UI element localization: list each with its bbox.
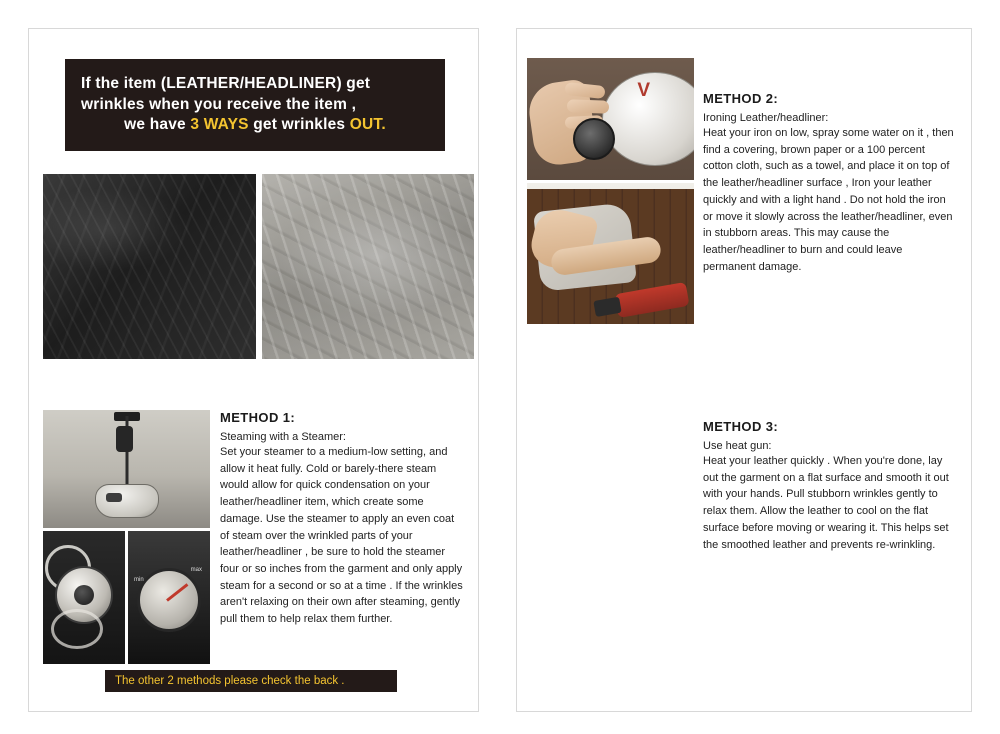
method-3-body: Heat your leather quickly . When you're done, lay out the garment on a flat surface and smooth it out with your hands. Pull stubborn wrinkles gently to relax them. Allow the leather to cool on the flat surface before moving or wearing it. This helps set the smoothed leather and prevents re-wrinkling. <box>703 455 949 551</box>
method-3-subtitle: Use heat gun: <box>703 440 772 452</box>
iron-dial-marker-icon: V <box>637 80 650 101</box>
method-1-title: METHOD 1: <box>220 410 296 425</box>
method-3-title: METHOD 3: <box>703 419 779 434</box>
method-2-body: Heat your iron on low, spray some water on it , then find a covering, brown paper or a 100 percent cotton cloth, such as a towel, and place it on top of the leather/headliner surface , Iron your leather quickly and with a light hand . Do not hold the iron or move it slowly across the leather/headliner, even in stubborn areas. This may cause the leather/headliner to burn and could leave permanent damage. <box>703 127 954 273</box>
banner-line-3-mid: get wrinkles <box>248 116 350 134</box>
footer-note: The other 2 methods please check the back . <box>105 670 397 692</box>
method-2-block <box>703 91 956 275</box>
steamer-base <box>95 484 159 518</box>
grey-headliner-wrinkles-photo <box>262 174 474 359</box>
method-1-body: Set your steamer to a medium-low setting, and allow it heat fully. Cold or barely-there steam would allow for quick condensation on your leather/headliner item, which create some damage. Use the steamer to apply an even coat of steam over the wrinkled parts of your leather/headliner , be sure to hold the steamer four or so inches from the garment and only apply steam for a second or so at a time . If the wrinkles aren't relaxing on their own after steaming, gently pull them to help relax them further. <box>220 446 463 626</box>
method-2-subtitle: Ironing Leather/headliner: <box>703 112 829 124</box>
heat-gun <box>614 282 689 318</box>
steamer-cord-lower <box>51 609 103 649</box>
finger <box>567 99 609 113</box>
black-leather-wrinkles-photo <box>43 174 256 359</box>
right-panel <box>516 28 972 712</box>
method-1-block <box>220 410 466 628</box>
banner-line-1: If the item (LEATHER/HEADLINER) get <box>81 74 371 92</box>
banner-line-3 <box>124 115 386 136</box>
dial-label-min: min <box>134 577 144 583</box>
banner-highlight-out: OUT. <box>349 116 386 134</box>
steamer-tank-closeup-photo <box>43 531 125 664</box>
method-3-block <box>703 419 953 553</box>
steamer-dial-closeup-photo <box>128 531 210 664</box>
garment-steamer-photo <box>43 410 210 528</box>
left-panel <box>28 28 479 712</box>
banner-line-2: wrinkles when you receive the item , <box>81 95 357 113</box>
dial-label-max: max <box>190 567 202 573</box>
method-1-subtitle: Steaming with a Steamer: <box>220 431 346 443</box>
iron-temperature-dial-photo <box>527 58 694 180</box>
iron-knob <box>573 118 615 160</box>
heat-gun-on-garment-photo <box>527 189 694 324</box>
headline-banner <box>65 59 445 151</box>
banner-line-3-lead: we have <box>124 116 191 134</box>
method-2-title: METHOD 2: <box>703 91 779 106</box>
steamer-head <box>116 426 133 452</box>
banner-highlight-ways: 3 WAYS <box>190 116 249 134</box>
